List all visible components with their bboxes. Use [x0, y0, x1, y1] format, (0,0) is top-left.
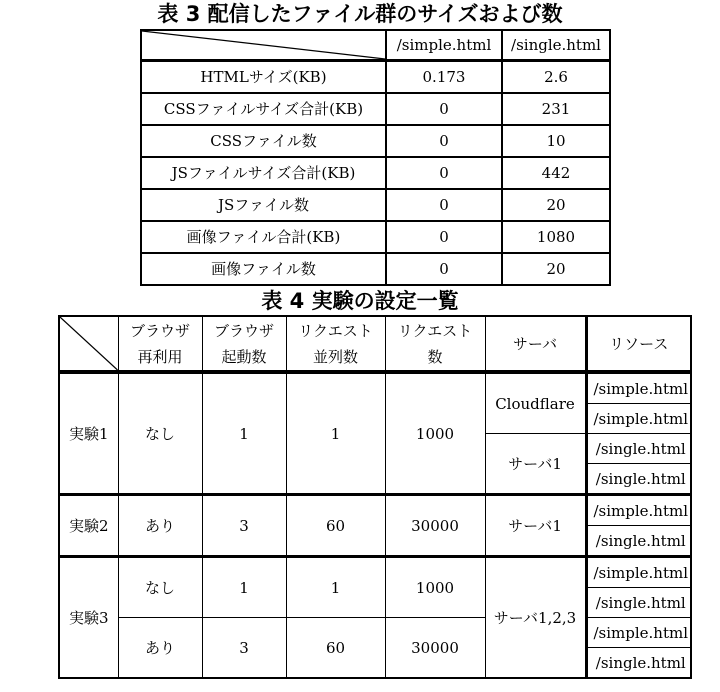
header-parallel	[286, 316, 385, 372]
single-value: 442	[502, 157, 610, 189]
resource-path: /simple.html	[586, 372, 691, 404]
header-line: リクエスト	[397, 321, 473, 340]
diagonal-line	[60, 317, 118, 370]
browser-reuse: あり	[118, 495, 202, 557]
resource-path: /simple.html	[586, 495, 691, 526]
row-label: 画像ファイル合計(KB)	[141, 221, 386, 253]
table4-header-row	[59, 316, 691, 372]
resource-path: /simple.html	[586, 404, 691, 434]
resource-path: /single.html	[586, 464, 691, 495]
table4-caption: 表 4 実験の設定一覧	[261, 289, 459, 313]
table3-row	[141, 157, 610, 189]
browser-reuse: なし	[118, 557, 202, 618]
header-line: 並列数	[312, 347, 358, 366]
simple-value: 0	[386, 125, 502, 157]
table4-row	[59, 557, 691, 588]
header-browser-reuse	[118, 316, 202, 372]
server-name: サーバ1	[485, 434, 586, 495]
table3-row	[141, 61, 610, 94]
request-count: 30000	[385, 495, 485, 557]
row-label: HTMLサイズ(KB)	[141, 61, 386, 94]
browser-count: 1	[202, 372, 286, 495]
parallel-count: 60	[286, 618, 385, 679]
experiment-name: 実験1	[59, 372, 118, 495]
resource-path: /single.html	[586, 526, 691, 557]
browser-reuse: あり	[118, 618, 202, 679]
header-resource: リソース	[586, 316, 691, 372]
header-browser-count	[202, 316, 286, 372]
table3-row	[141, 189, 610, 221]
table4-row	[59, 618, 691, 648]
server-name: サーバ1	[485, 495, 586, 557]
resource-path: /simple.html	[586, 557, 691, 588]
simple-value: 0	[386, 157, 502, 189]
resource-path: /single.html	[586, 648, 691, 679]
single-value: 10	[502, 125, 610, 157]
table3-row	[141, 253, 610, 285]
diagonal-line	[142, 31, 385, 59]
resource-path: /single.html	[586, 434, 691, 464]
table4-row	[59, 372, 691, 404]
parallel-count: 1	[286, 372, 385, 495]
request-count: 1000	[385, 557, 485, 618]
header-line: ブラウザ	[129, 321, 190, 340]
header-line: 再利用	[137, 347, 183, 366]
single-value: 20	[502, 253, 610, 285]
row-label: CSSファイル数	[141, 125, 386, 157]
row-label: CSSファイルサイズ合計(KB)	[141, 93, 386, 125]
table3-row	[141, 125, 610, 157]
table3-row	[141, 93, 610, 125]
header-line: リクエスト	[298, 321, 373, 340]
simple-value: 0	[386, 221, 502, 253]
row-label: 画像ファイル数	[141, 253, 386, 285]
server-name: Cloudflare	[485, 372, 586, 434]
simple-value: 0	[386, 93, 502, 125]
simple-value: 0	[386, 189, 502, 221]
single-value: 2.6	[502, 61, 610, 94]
experiment-name: 実験2	[59, 495, 118, 557]
single-value: 1080	[502, 221, 610, 253]
browser-reuse: なし	[118, 372, 202, 495]
table4-row	[59, 495, 691, 526]
browser-count: 3	[202, 495, 286, 557]
header-request-count	[385, 316, 485, 372]
parallel-count: 1	[286, 557, 385, 618]
header-server: サーバ	[485, 316, 586, 372]
browser-count: 1	[202, 557, 286, 618]
header-line: 数	[427, 347, 443, 366]
table3-header-row	[141, 30, 610, 61]
request-count: 1000	[385, 372, 485, 495]
row-label: JSファイルサイズ合計(KB)	[141, 157, 386, 189]
header-line: 起動数	[221, 347, 267, 366]
server-name: サーバ1,2,3	[485, 557, 586, 679]
browser-count: 3	[202, 618, 286, 679]
row-label: JSファイル数	[141, 189, 386, 221]
table3-col-simple: /simple.html	[386, 30, 502, 61]
table4-corner-cell	[59, 316, 118, 372]
single-value: 231	[502, 93, 610, 125]
simple-value: 0	[386, 253, 502, 285]
resource-path: /simple.html	[586, 618, 691, 648]
experiment-name: 実験3	[59, 557, 118, 679]
table3-col-single: /single.html	[502, 30, 610, 61]
table3-corner-cell	[141, 30, 386, 61]
table3-caption: 表 3 配信したファイル群のサイズおよび数	[157, 2, 563, 26]
table3-row	[141, 221, 610, 253]
single-value: 20	[502, 189, 610, 221]
parallel-count: 60	[286, 495, 385, 557]
request-count: 30000	[385, 618, 485, 679]
header-line: ブラウザ	[213, 321, 274, 340]
table4	[58, 315, 692, 679]
resource-path: /single.html	[586, 588, 691, 618]
simple-value: 0.173	[386, 61, 502, 94]
table3	[140, 29, 611, 286]
